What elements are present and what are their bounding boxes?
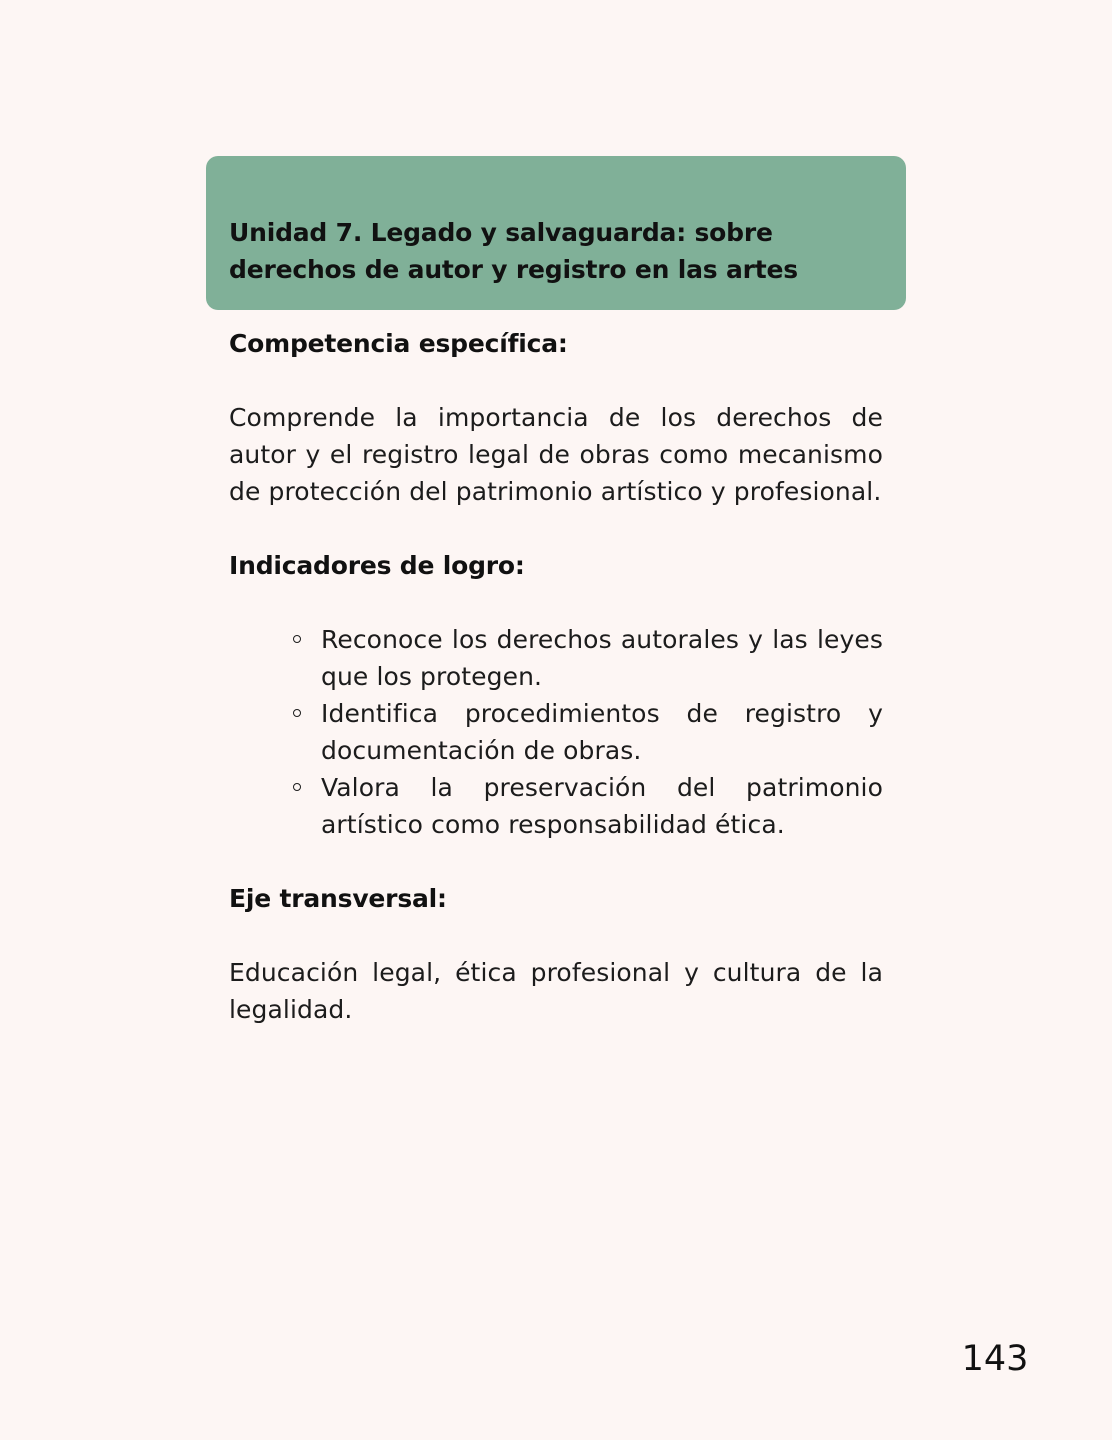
spacer [229,584,883,621]
list-item [321,769,883,843]
spacer [229,917,883,954]
list-item-text: Valora la preservación del patrimonio artístico como responsabilidad ética. [321,773,883,839]
eje-text: Educación legal, ética profesional y cultura de la legalidad. [229,958,883,1024]
list-item-text: Identifica procedimientos de registro y documentación de obras. [321,699,883,765]
list-item [321,621,883,695]
spacer [229,510,883,547]
indicadores-heading: Indicadores de logro: [229,551,525,580]
spacer [229,362,883,399]
hollow-bullet-icon [293,783,301,791]
indicadores-list [229,621,883,843]
competencia-heading: Competencia específica: [229,329,568,358]
competencia-text: Comprende la importancia de los derechos de autor y el registro legal de obras como mecanismo de protección del patrimonio artístico y profesional. [229,403,883,506]
hollow-bullet-icon [293,709,301,717]
list-item [321,695,883,769]
page-number: 143 [961,1339,1029,1379]
page-content [229,325,883,1028]
list-item-text: Reconoce los derechos autorales y las leyes que los protegen. [321,625,883,691]
unit-title: Unidad 7. Legado y salvaguarda: sobre derechos de autor y registro en las artes [229,218,798,284]
hollow-bullet-icon [293,635,301,643]
unit-header-box [206,156,906,310]
spacer [229,843,883,880]
eje-heading: Eje transversal: [229,884,447,913]
